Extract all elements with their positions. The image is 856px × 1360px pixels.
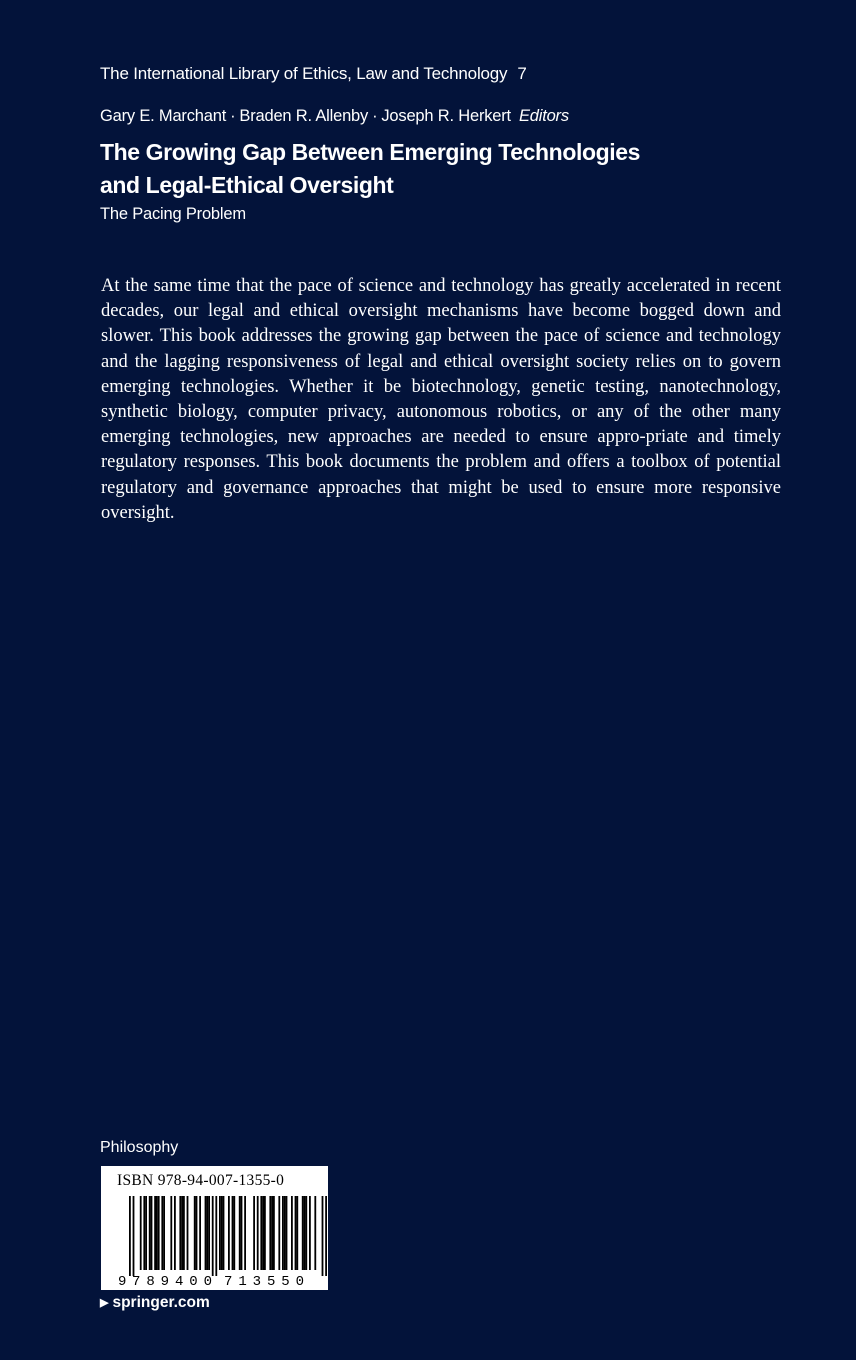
barcode-bar bbox=[206, 1196, 208, 1270]
book-title-line: The Growing Gap Between Emerging Technologies bbox=[100, 139, 641, 165]
barcode-right-digits: 713550 bbox=[224, 1274, 304, 1290]
book-title-line: and Legal-Ethical Oversight bbox=[100, 172, 394, 198]
editor-separator: · bbox=[372, 107, 378, 125]
barcode-bar bbox=[241, 1196, 243, 1270]
barcode-bar bbox=[174, 1196, 176, 1270]
barcode-bar bbox=[296, 1196, 298, 1270]
barcode-bar bbox=[253, 1196, 255, 1270]
barcode-bar bbox=[223, 1196, 225, 1270]
barcode-bar bbox=[284, 1196, 286, 1270]
barcode-bar bbox=[149, 1196, 151, 1270]
barcode-bar bbox=[133, 1196, 135, 1276]
publisher-url: springer.com bbox=[112, 1294, 210, 1311]
triangle-right-icon: ▶ bbox=[100, 1297, 109, 1309]
series-line bbox=[100, 64, 527, 84]
barcode-bar bbox=[305, 1196, 307, 1270]
barcode-bar bbox=[212, 1196, 214, 1276]
book-title bbox=[100, 136, 800, 202]
barcode-left-digits: 789400 bbox=[132, 1274, 212, 1290]
editors-line bbox=[100, 107, 569, 126]
barcode-bar bbox=[129, 1196, 131, 1276]
barcode-bar bbox=[143, 1196, 145, 1270]
barcode-bar bbox=[286, 1196, 288, 1270]
isbn-label: ISBN 978-94-007-1355-0 bbox=[117, 1172, 285, 1189]
book-blurb: At the same time that the pace of science and technology has greatly accelerated in recent decades, our legal and ethical oversight mechanisms have become bogged down and slower. This book addresses the growing gap between the pace of science and technology and the lagging responsiveness of legal and ethical oversight society relies on to govern emerging technologies. Whether it be biotechnology, genetic testing, nanotechnology, synthetic biology, computer privacy, autonomous robotics, or any of the other many emerging technologies, new approaches are needed to ensure appro-priate and timely regulatory responses. This book documents the problem and offers a toolbox of potential regulatory and governance approaches that might be used to ensure more responsive oversight. bbox=[101, 276, 781, 523]
barcode-bar bbox=[179, 1196, 181, 1270]
publisher-link[interactable] bbox=[100, 1294, 210, 1312]
barcode-bar bbox=[325, 1196, 327, 1276]
barcode-bar bbox=[183, 1196, 185, 1270]
barcode-bars bbox=[101, 1166, 328, 1290]
barcode-bar bbox=[269, 1196, 271, 1270]
barcode-bar bbox=[314, 1196, 316, 1270]
editors-role: Editors bbox=[518, 107, 569, 125]
barcode-bar bbox=[215, 1196, 217, 1276]
barcode-bar bbox=[239, 1196, 241, 1270]
barcode-bar bbox=[158, 1196, 160, 1270]
barcode-bar bbox=[232, 1196, 234, 1270]
barcode-bar bbox=[233, 1196, 235, 1270]
category-label: Philosophy bbox=[100, 1139, 179, 1156]
barcode-bar bbox=[262, 1196, 264, 1270]
barcode-bar bbox=[228, 1196, 230, 1270]
barcode-bar bbox=[244, 1196, 246, 1270]
barcode-bar bbox=[257, 1196, 259, 1270]
barcode-bar bbox=[170, 1196, 172, 1270]
barcode-bar bbox=[273, 1196, 275, 1270]
series-name: The International Library of Ethics, Law and Technology bbox=[100, 64, 508, 83]
isbn-barcode bbox=[101, 1166, 328, 1290]
barcode-bar bbox=[291, 1196, 293, 1270]
barcode-bar bbox=[304, 1196, 306, 1270]
barcode-bar bbox=[154, 1196, 156, 1270]
barcode-bar bbox=[194, 1196, 196, 1270]
barcode-bar bbox=[260, 1196, 262, 1270]
barcode-bar bbox=[151, 1196, 153, 1270]
barcode-bar bbox=[219, 1196, 221, 1270]
editor-name: Braden R. Allenby bbox=[239, 107, 369, 125]
barcode-bar bbox=[205, 1196, 207, 1270]
barcode-bar bbox=[221, 1196, 223, 1270]
barcode-bar bbox=[145, 1196, 147, 1270]
barcode-bar bbox=[322, 1196, 324, 1276]
barcode-bar bbox=[187, 1196, 189, 1270]
barcode-bar bbox=[156, 1196, 158, 1270]
book-subtitle: The Pacing Problem bbox=[100, 205, 246, 223]
barcode-first-digit: 9 bbox=[118, 1274, 127, 1290]
series-volume: 7 bbox=[517, 64, 527, 83]
barcode-bar bbox=[140, 1196, 142, 1270]
barcode-bar bbox=[208, 1196, 210, 1270]
barcode-bar bbox=[264, 1196, 266, 1270]
barcode-bar bbox=[163, 1196, 165, 1270]
barcode-bar bbox=[181, 1196, 183, 1270]
barcode-bar bbox=[196, 1196, 198, 1270]
barcode-bar bbox=[271, 1196, 273, 1270]
barcode-bar bbox=[309, 1196, 311, 1270]
editor-separator: · bbox=[230, 107, 236, 125]
editor-name: Joseph R. Herkert bbox=[381, 107, 511, 125]
barcode-bar bbox=[161, 1196, 163, 1270]
barcode-bar bbox=[199, 1196, 201, 1270]
barcode-bar bbox=[295, 1196, 297, 1270]
editor-name: Gary E. Marchant bbox=[100, 107, 227, 125]
barcode-bar bbox=[282, 1196, 284, 1270]
barcode-bar bbox=[278, 1196, 280, 1270]
barcode-bar bbox=[302, 1196, 304, 1270]
